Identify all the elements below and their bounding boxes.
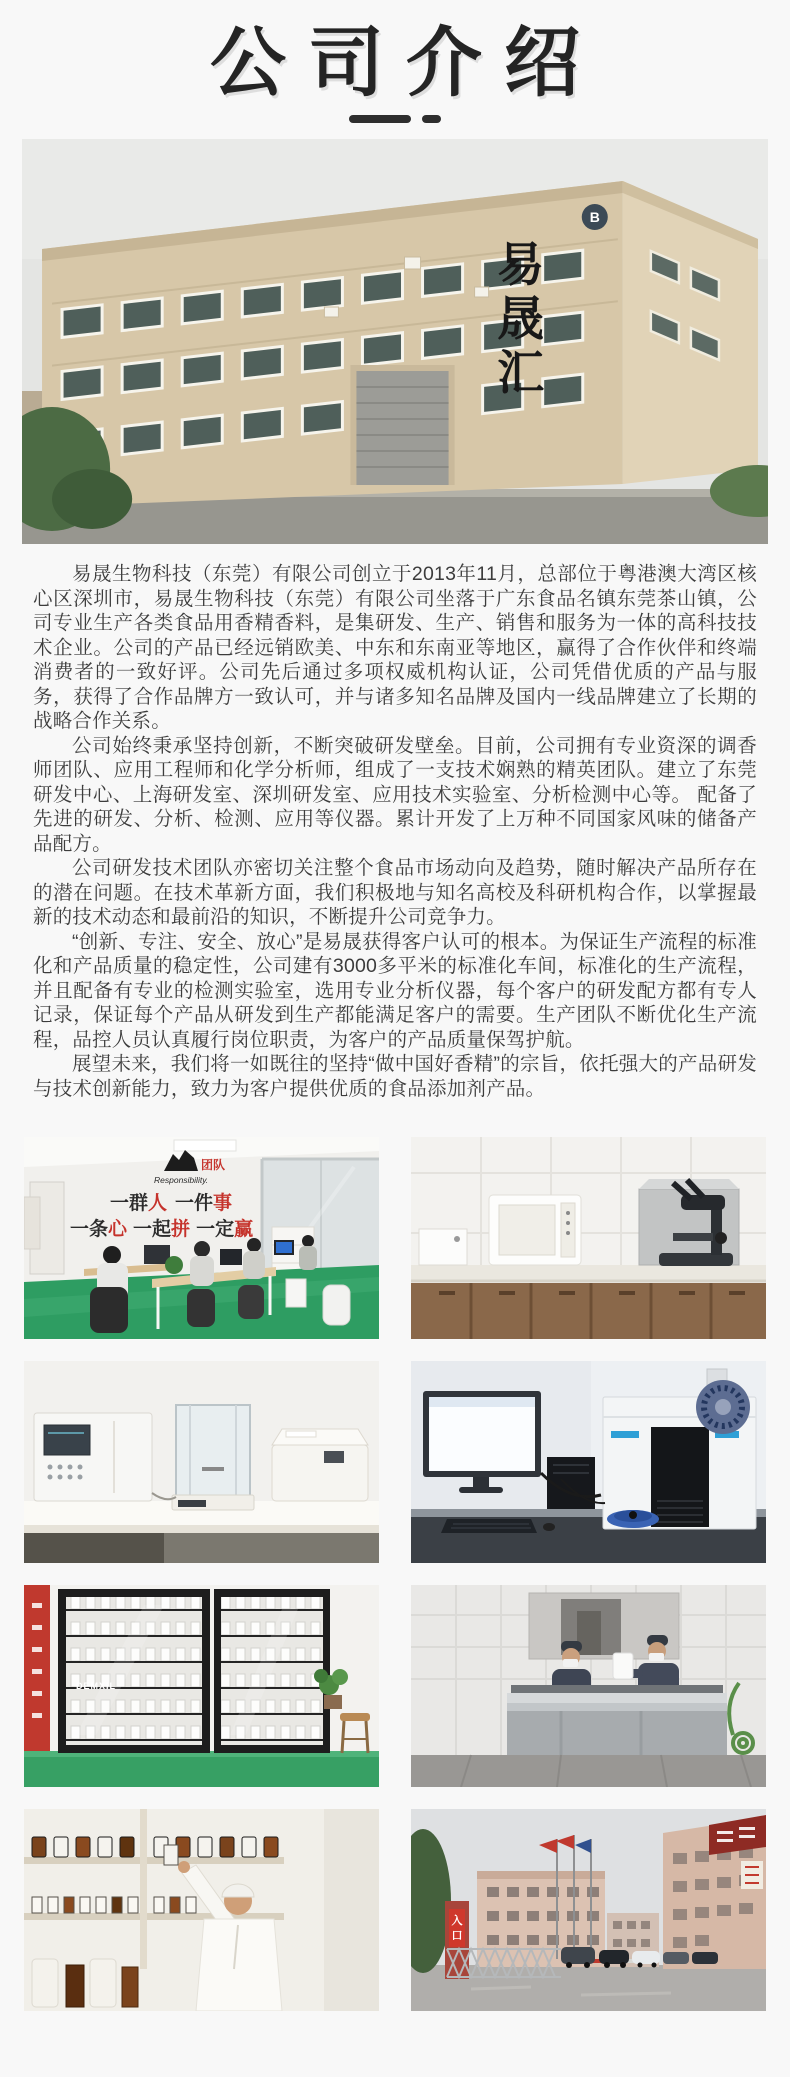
analyzer-instrument (34, 1413, 152, 1501)
corner-badge (582, 204, 608, 230)
sample-cabinet-photo (24, 1585, 379, 1787)
white-jug (613, 1653, 633, 1679)
building-sign-char-3: 汇 (497, 346, 545, 400)
printer-device (272, 1429, 368, 1501)
right-building (663, 1815, 766, 1969)
microscope-lab-photo (411, 1137, 766, 1339)
chromatograph-photo (411, 1361, 766, 1563)
building-sign-char-1: 易 (497, 238, 545, 292)
display-cabinet-2 (214, 1589, 330, 1753)
analytical-balance (172, 1405, 254, 1510)
about-paragraph-2: 公司始终秉承坚持创新，不断突破研发壁垒。目前，公司拥有专业资深的调香师团队、应用工程师和化学分析师，组成了一支技术娴熟的精英团队。建立了东莞研发中心、上海研发室、深圳研发室、应用技术实验室、分析检测中心等。 配备了先进的研发、分析、检测、应用等仪器。累计开发了上万种不同国家风味的储备产品配方。 (33, 734, 757, 855)
roller-door (350, 365, 454, 485)
about-paragraph-5: 展望未来，我们将一如既往的坚持“做中国好香精”的宗旨，依托强大的产品研发与技术创新能力，致力为客户提供优质的食品添加剂产品。 (33, 1053, 757, 1100)
middle-shelf-bottles (32, 1897, 196, 1913)
mouse (543, 1523, 555, 1531)
team-slogan-line1: 一群人 一件事 (110, 1193, 233, 1215)
reagent-shelf-photo (24, 1809, 379, 2011)
building-illustration (22, 139, 768, 544)
photo-gallery (0, 1137, 790, 2011)
display-cabinet-1 (58, 1589, 210, 1753)
team-slogan-line2: 一条心 一起拼 一定赢 (70, 1219, 254, 1241)
about-paragraph-4: “创新、专注、安全、放心”是易晟获得客户认可的根本。为保证生产流程的标准化和产品质量的稳定性，公司建有3000多平米的标准化车间，标准化的生产流程，并且配备有专业的检测实验室，选用专业分析仪器，每个客户的研发配方都有专人记录，保证每个产品从研发到生产都能满足客户的需要。生产团队不断优化生产流程，品控人员认真履行岗位职责，为客户的产品质量保驾护航。 (33, 930, 757, 1051)
entrance-sign (445, 1901, 469, 1979)
office-photo (24, 1137, 379, 1339)
underline-dot (422, 115, 441, 123)
factory-gate-photo (411, 1809, 766, 2011)
entrance-sign-char-2: 口 (451, 1930, 463, 1943)
page-title: 公司介绍 (210, 21, 602, 106)
team-logo-caption: Responsibility. (154, 1175, 209, 1186)
underline-bar (349, 115, 411, 123)
about-section (0, 544, 790, 1101)
building-sign-char-2: 晟 (497, 292, 545, 346)
building-sign (497, 238, 544, 399)
stainless-sink (507, 1685, 727, 1755)
lab-oven (489, 1195, 581, 1265)
corner-badge-letter: B (589, 209, 600, 226)
about-paragraph-3: 公司研发技术团队亦密切关注整个食品市场动向及趋势，随时解决产品所存在的潜在问题。在技术革新方面，我们积极地与知名高校及科研机构合作，以掌握最新的技术动态和最前沿的知识，不断提升公司竞争力。 (33, 857, 757, 929)
header (0, 0, 790, 123)
entrance-sign-char-1: 入 (451, 1915, 463, 1928)
team-logo-text: 团队 (201, 1158, 226, 1173)
about-paragraph-1: 易晟生物科技（东莞）有限公司创立于2013年11月，总部位于粤港澳大湾区核心区深圳市，易晟生物科技（东莞）有限公司坐落于广东食品名镇东莞茶山镇，公司专业生产各类食品用香精香料，是集研发、生产、销售和服务为一体的高科技技术企业。公司的产品已经远销欧美、中东和东南亚等地区，赢得了合作伙伴和终端消费者的一致好评。公司先后通过多项权威机构认证，公司凭借优质的产品与服务，获得了合作品牌方一致认可，并与诸多知名品牌及国内一线品牌建立了长期的战略合作关系。 (33, 563, 757, 733)
keyboard (441, 1519, 537, 1533)
balance-lab-photo (24, 1361, 379, 1563)
title-underline-decoration (0, 115, 790, 123)
cabinet-brand-text: DEMXIL (76, 1681, 117, 1692)
company-building-photo (22, 139, 768, 544)
washing-room-photo (411, 1585, 766, 1787)
red-banner (24, 1585, 50, 1751)
